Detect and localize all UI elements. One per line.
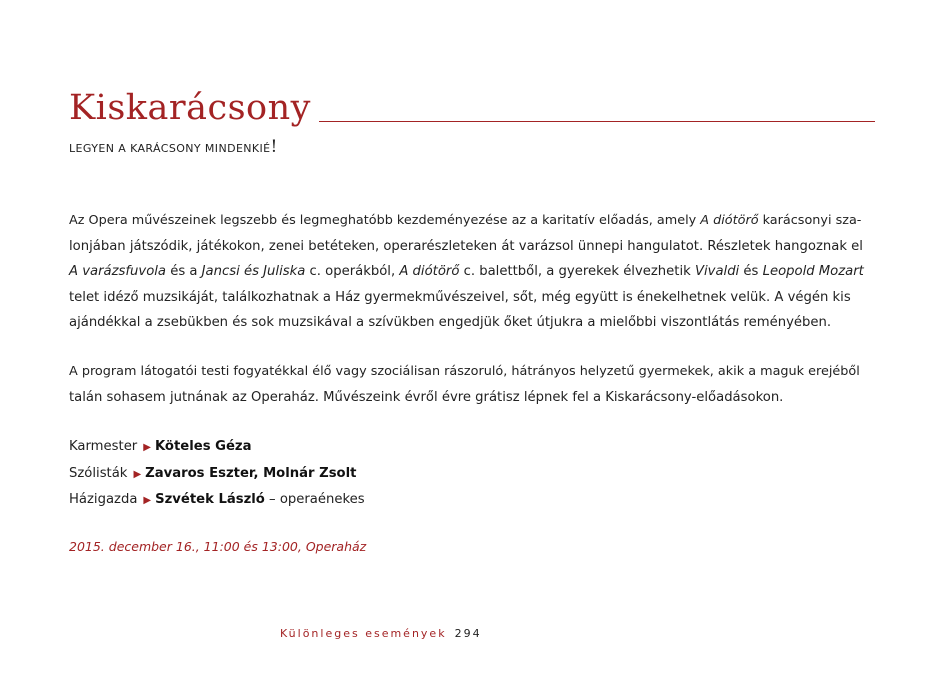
arrow-right-icon: ▶ xyxy=(143,495,152,506)
credit-name: Köteles Géza xyxy=(154,439,252,454)
title-rule xyxy=(319,121,875,122)
work-title: A varázsfuvola xyxy=(69,264,167,279)
intro-text: és xyxy=(739,264,763,279)
credit-row-conductor xyxy=(69,434,365,461)
page-subtitle xyxy=(69,137,278,157)
credits-list xyxy=(69,434,365,514)
intro-text: c. balettből, a gyerekek élvezhetik xyxy=(459,264,695,279)
credit-label: Karmester xyxy=(69,439,138,454)
title-row xyxy=(69,86,875,130)
work-title: A diótörő xyxy=(700,213,759,228)
intro-text: és a xyxy=(166,264,202,279)
intro-paragraph xyxy=(69,208,869,336)
credit-name: Szvétek László xyxy=(155,492,265,507)
page-footer xyxy=(280,627,482,640)
intro-line-5: ajándékkal a zsebükben és sok muzsikával a szívükben engedjük őket útjukra a mielőbbi viszontlátás reményében. xyxy=(69,315,832,330)
intro-text: c. operákból, xyxy=(305,264,400,279)
subtitle-text: LEGYEN A KARÁCSONY MINDENKIÉ xyxy=(69,142,271,155)
credit-row-soloists xyxy=(69,461,365,488)
credit-label: Szólisták xyxy=(69,465,128,481)
intro-line-1 xyxy=(69,208,869,234)
arrow-right-icon: ▶ xyxy=(133,468,142,480)
composer-name: Leopold Mozart xyxy=(762,264,864,279)
intro-line-2: lonjában játszódik, játékokon, zenei betéteken, operarészleteken át varázsol ünnepi hangulatot. Részletek hangoznak el xyxy=(69,238,863,254)
program-paragraph xyxy=(69,359,869,410)
credit-row-host xyxy=(69,487,365,514)
credit-name: Zavaros Eszter, Molnár Zsolt xyxy=(145,465,357,481)
work-title: Jancsi és Juliska xyxy=(201,264,306,279)
footer-section: Különleges események xyxy=(280,627,447,640)
page-title: Kiskarácsony xyxy=(69,88,311,128)
credit-note: – operaénekes xyxy=(264,492,365,507)
program-line-1: A program látogatói testi fogyatékkal élő vagy szociálisan rászoruló, hátrányos helyzetű gyermekek, akik a maguk erejéből xyxy=(69,364,860,379)
composer-name: Vivaldi xyxy=(694,264,740,279)
intro-line-4: telet idéző muzsikáját, találkozhatnak a Ház gyermekművészeivel, sőt, még együtt is énekelhetnek velük. A végén kis xyxy=(69,289,851,305)
credit-label: Házigazda xyxy=(69,492,138,507)
intro-text: karácsonyi sza- xyxy=(758,213,862,228)
page-number: 294 xyxy=(454,627,482,640)
intro-line-3 xyxy=(69,259,869,285)
program-line-2: talán sohasem jutnának az Operaház. Művészeink évről évre grátisz lépnek fel a Kiskarácsony-előadásokon. xyxy=(69,389,784,405)
arrow-right-icon: ▶ xyxy=(143,442,151,453)
work-title: A diótörő xyxy=(399,264,460,279)
subtitle-exclamation: ! xyxy=(270,137,278,157)
event-date: 2015. december 16., 11:00 és 13:00, Operaház xyxy=(69,539,367,554)
intro-text: Az Opera művészeinek legszebb és legmeghatóbb kezdeményezése az a karitatív előadás, amely xyxy=(69,213,701,228)
